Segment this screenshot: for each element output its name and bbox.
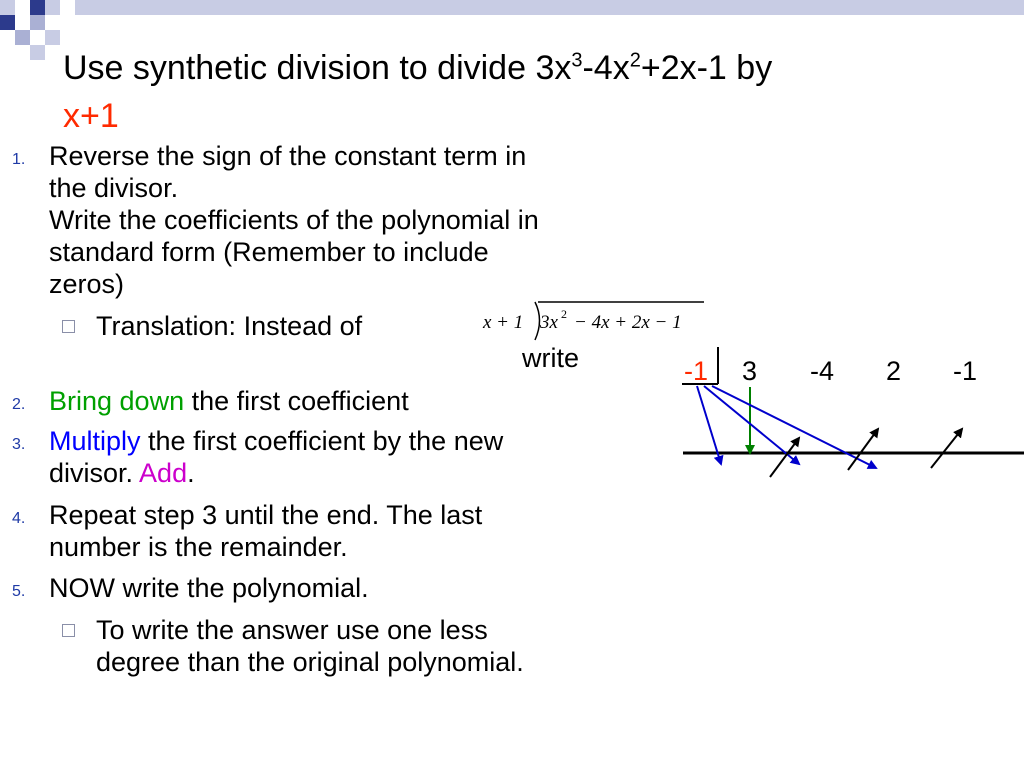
ld-dividend-rest: − 4x + 2x − 1 <box>574 312 682 333</box>
step-2-text <box>49 385 689 417</box>
step-number-1: 1. <box>12 151 26 168</box>
step-number-4: 4. <box>12 510 26 527</box>
bring-down-highlight: Bring down <box>49 386 185 416</box>
square-light-2 <box>15 30 30 45</box>
square-white-1 <box>15 0 30 15</box>
step-3-text <box>49 425 689 489</box>
step-1-line: standard form (Remember to include <box>49 237 489 267</box>
square-dark-2 <box>0 15 15 30</box>
step-1-sub: Translation: Instead of <box>96 311 363 341</box>
hollow-square-bullet-icon <box>62 320 78 336</box>
slide-title <box>63 44 943 140</box>
step-5-sub-line: degree than the original polynomial. <box>96 647 524 677</box>
step-3-line2: divisor. <box>49 458 140 488</box>
division-bracket <box>535 302 540 340</box>
title-exponent-3: 3 <box>571 49 583 72</box>
step-3-rest: the first coefficient by the new <box>140 426 504 456</box>
step-number-5: 5. <box>12 583 26 600</box>
step-1-line: Reverse the sign of the constant term in <box>49 141 527 171</box>
multiply-arrow-1 <box>697 386 721 464</box>
add-arrow-1 <box>770 438 799 477</box>
title-text-b: -4x <box>582 49 630 87</box>
coefficient: 2 <box>886 356 902 386</box>
add-arrow-3 <box>931 429 962 468</box>
coefficient: 3 <box>742 356 758 386</box>
step-1-line: the divisor. <box>49 173 179 203</box>
square-dark-1 <box>30 0 45 15</box>
square-white-2 <box>60 0 75 15</box>
title-exponent-2: 2 <box>629 49 641 72</box>
long-division-expression <box>478 300 708 344</box>
hollow-square-bullet-icon <box>62 624 78 640</box>
step-number-2: 2. <box>12 396 26 413</box>
multiply-arrow-3 <box>712 386 876 468</box>
step-number-3: 3. <box>12 436 26 453</box>
add-highlight: Add <box>139 458 188 488</box>
step-1-line: Write the coefficients of the polynomial in <box>49 205 539 235</box>
step-1-text <box>49 140 689 300</box>
write-label: write <box>522 343 580 373</box>
title-text-c: +2x-1 by <box>640 49 773 87</box>
title-divisor: x+1 <box>63 97 119 135</box>
multiply-arrow-2 <box>704 386 799 464</box>
coefficient: -4 <box>810 356 835 386</box>
step-4-line: number is the remainder. <box>49 532 348 562</box>
step-5-sub <box>96 614 696 678</box>
step-2-rest: the first coefficient <box>184 386 409 416</box>
ld-exponent: 2 <box>561 307 567 321</box>
step-5-sub-line: To write the answer use one less <box>96 615 488 645</box>
step-4-text <box>49 499 689 563</box>
synthetic-divisor: -1 <box>684 356 709 386</box>
step-5-text: NOW write the polynomial. <box>49 573 369 603</box>
add-arrow-2 <box>848 429 878 470</box>
step-1-line: zeros) <box>49 269 125 299</box>
square-light-1 <box>30 15 45 30</box>
step-4-line: Repeat step 3 until the end. The last <box>49 500 483 530</box>
multiply-highlight: Multiply <box>49 426 141 456</box>
ld-divisor: x + 1 <box>483 312 524 333</box>
coefficient: -1 <box>953 356 978 386</box>
ld-dividend-3x: 3x <box>540 312 558 333</box>
top-band <box>0 0 1024 15</box>
step-3-period: . <box>187 458 195 488</box>
square-light-3 <box>45 30 60 45</box>
title-text-a: Use synthetic division to divide 3x <box>63 49 572 87</box>
square-light-4 <box>30 45 45 60</box>
